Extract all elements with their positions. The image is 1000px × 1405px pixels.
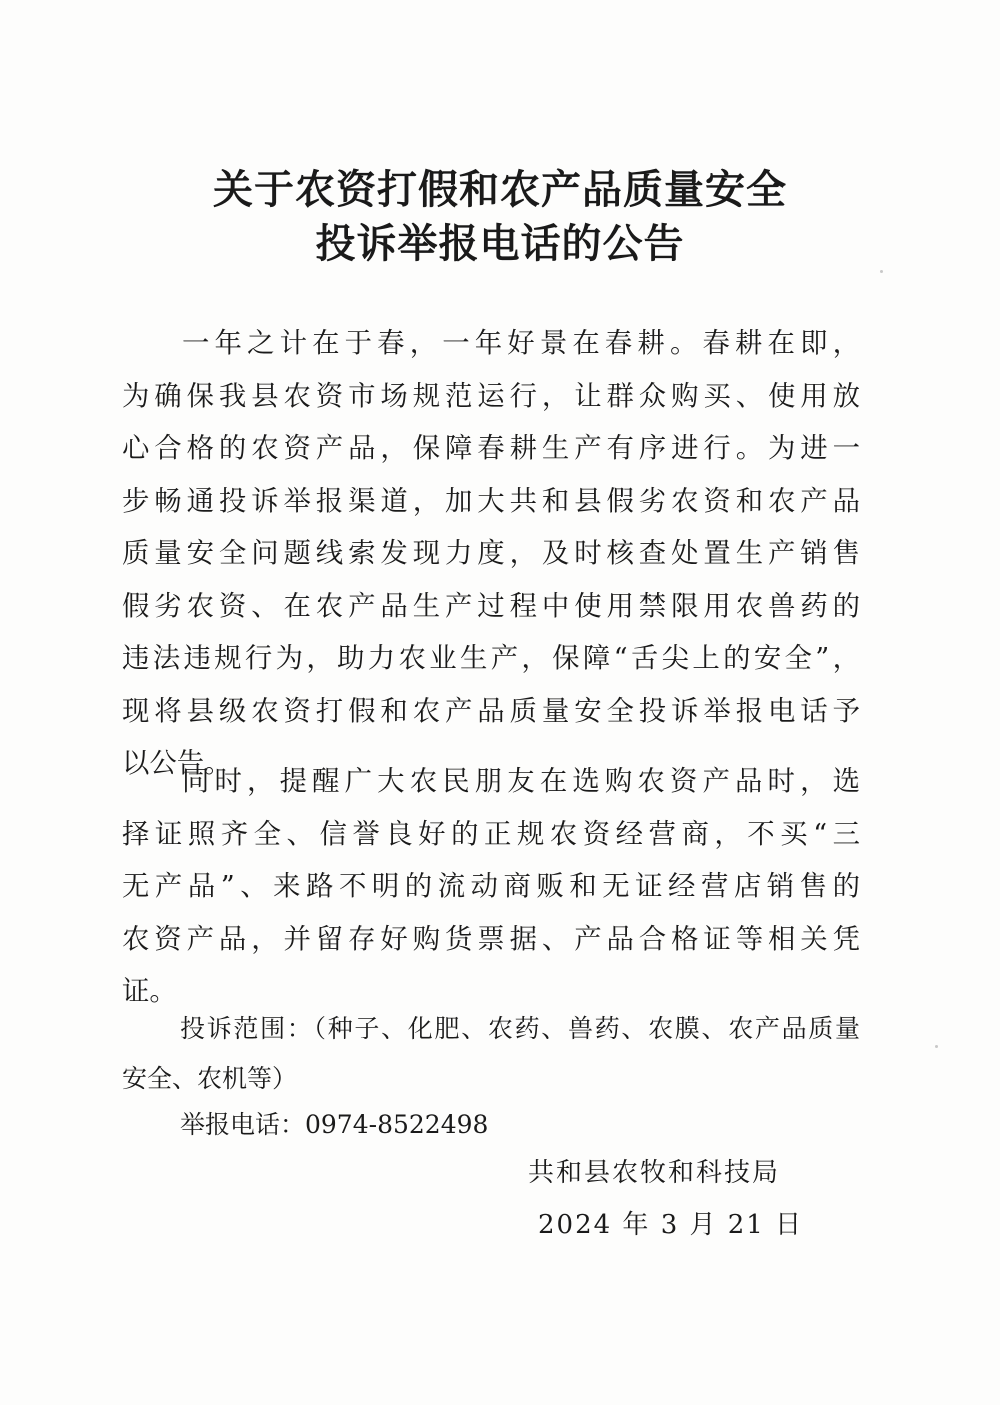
paragraph-line: 为确保我县农资市场规范运行，让群众购买、使用放 xyxy=(122,380,860,412)
signature-org: 共和县农牧和科技局 xyxy=(528,1158,781,1188)
paragraph-line: 违法违规行为，助力农业生产，保障“舌尖上的安全”， xyxy=(122,643,860,674)
paragraph-line: 无产品”、来路不明的流动商贩和无证经营店销售的 xyxy=(122,871,860,902)
paragraph-line: 农资产品，并留存好购货票据、产品合格证等相关凭 xyxy=(122,923,860,955)
paragraph-line: 心合格的农资产品，保障春耕生产有序进行。为进一 xyxy=(122,433,860,464)
paragraph-intro xyxy=(122,318,860,791)
paragraph-line: 一年之计在于春，一年好景在春耕。春耕在即， xyxy=(182,328,860,359)
paragraph-line: 现将县级农资打假和农产品质量安全投诉举报电话予 xyxy=(122,695,860,727)
complaint-scope-line-2: 安全、农机等） xyxy=(122,1064,298,1093)
paragraph-line: 步畅通投诉举报渠道，加大共和县假劣农资和农产品 xyxy=(122,485,860,517)
paragraph-line: 假劣农资、在农产品生产过程中使用禁限用农兽药的 xyxy=(122,590,860,622)
notice-title-line-1: 关于农资打假和农产品质量安全 xyxy=(213,167,787,213)
scan-speck xyxy=(935,1045,938,1048)
signature-date: 2024 年 3 月 21 日 xyxy=(538,1210,804,1240)
paragraph-reminder xyxy=(122,756,860,1019)
scan-speck xyxy=(880,270,883,273)
notice-title-line-2: 投诉举报电话的公告 xyxy=(315,221,685,267)
paragraph-line: 以公告。 xyxy=(122,748,232,779)
report-phone: 举报电话：0974-8522498 xyxy=(180,1110,489,1139)
paragraph-line: 证。 xyxy=(122,976,177,1007)
paragraph-line: 同时，提醒广大农民朋友在选购农资产品时，选 xyxy=(182,766,860,797)
paragraph-line: 择证照齐全、信誉良好的正规农资经营商，不买“三 xyxy=(122,818,860,850)
paragraph-line: 质量安全问题线索发现力度，及时核查处置生产销售 xyxy=(122,538,860,569)
complaint-scope-line-1: 投诉范围：（种子、化肥、农药、兽药、农膜、农产品质量 xyxy=(180,1014,860,1043)
